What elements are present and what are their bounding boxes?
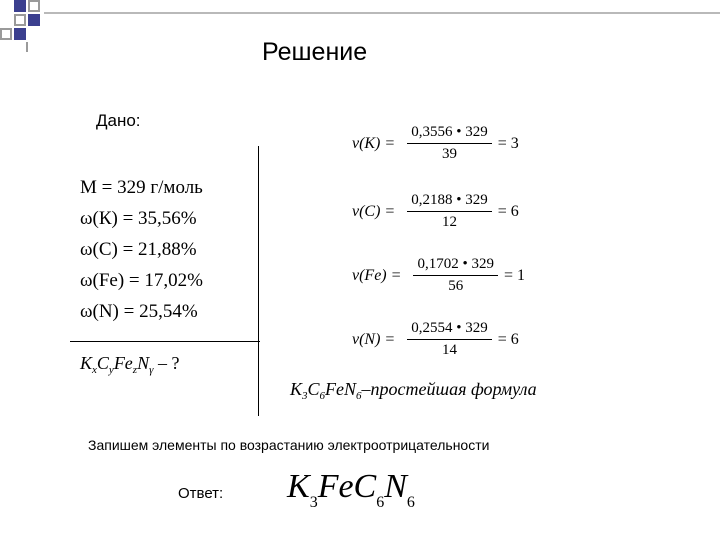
answer-formula: $K_3FeC_6N_6$ xyxy=(287,468,415,511)
calc-n: ν(N) = $\frac{0,2554 • 329}{14}$ = 6 xyxy=(352,320,519,358)
page-title: Решение xyxy=(262,38,368,66)
corner-square-gray-1 xyxy=(28,0,40,12)
divider-vertical xyxy=(258,146,259,416)
statement-text: Запишем элементы по возрастанию электроотрицательности xyxy=(88,437,490,453)
calc-c: ν(С) = $\frac{0,2188 • 329}{12}$ = 6 xyxy=(352,192,519,230)
given-omega-n: ω(N) = 25,54% xyxy=(80,301,198,322)
divider-horizontal xyxy=(70,341,260,342)
calc-fe: ν(Fe) = $\frac{0,1702 • 329}{56}$ = 1 xyxy=(352,256,525,294)
corner-square-blue-2 xyxy=(28,14,40,26)
header-line-gray xyxy=(44,12,720,14)
unknown-formula: $K_xC_yFe_zN_\gamma$ – ? xyxy=(80,353,180,376)
given-list xyxy=(80,172,203,327)
given-label: Дано: xyxy=(96,111,141,130)
answer-label: Ответ: xyxy=(178,485,224,502)
simplest-formula: $K_3C_6FeN_6$–простейшая формула xyxy=(290,379,537,402)
corner-square-blue-1 xyxy=(14,0,26,12)
given-omega-fe: ω(Fe) = 17,02% xyxy=(80,270,203,291)
corner-square-blue-3 xyxy=(14,28,26,40)
given-omega-k: ω(К) = 35,56% xyxy=(80,208,197,229)
corner-square-gray-2 xyxy=(14,14,26,26)
corner-square-gray-3 xyxy=(0,28,12,40)
calc-k: ν(К) = $\frac{0,3556 • 329}{39}$ = 3 xyxy=(352,124,519,162)
given-omega-c: ω(С) = 21,88% xyxy=(80,239,197,260)
header-line-vertical xyxy=(26,42,28,52)
given-molar-mass: M = 329 г/моль xyxy=(80,177,203,198)
